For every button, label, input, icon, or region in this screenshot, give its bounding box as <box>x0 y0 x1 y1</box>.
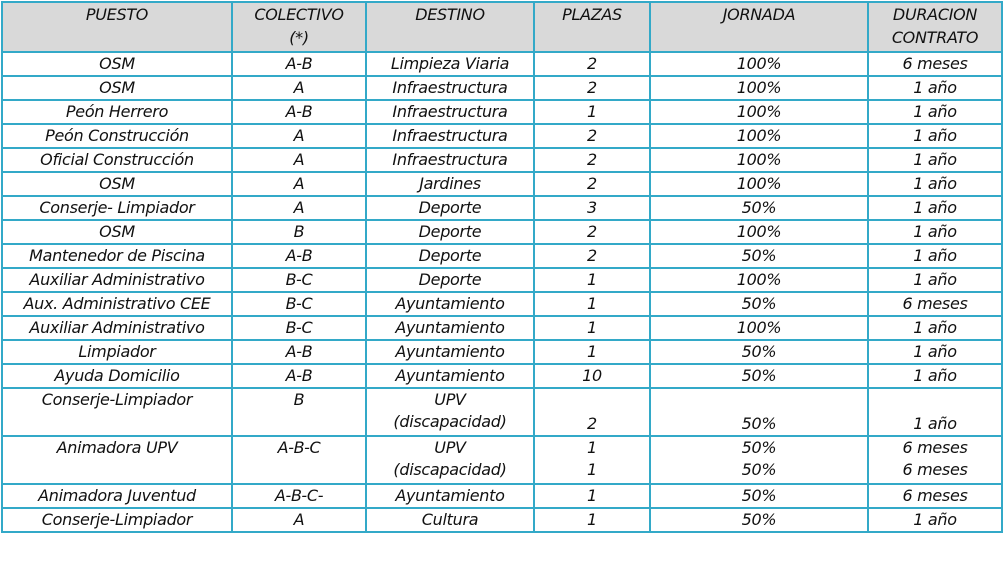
header-destino: DESTINO <box>366 2 534 52</box>
cell-plazas: 2 <box>534 76 650 100</box>
cell-plazas: 2 <box>534 172 650 196</box>
header-duracion <box>868 2 1002 52</box>
cell-colectivo: A <box>232 76 366 100</box>
cell-duracion: 1 año <box>868 364 1002 388</box>
cell-jornada: 100% <box>650 268 868 292</box>
cell-plazas: 1 <box>534 100 650 124</box>
cell-jornada: 100% <box>650 124 868 148</box>
table-row <box>2 364 1002 388</box>
cell-destino: Ayuntamiento <box>366 364 534 388</box>
cell-plazas: 2 <box>534 388 650 436</box>
cell-jornada: 50% <box>650 340 868 364</box>
positions-table <box>1 1 1003 533</box>
cell-destino: Limpieza Viaria <box>366 52 534 76</box>
cell-destino: Ayuntamiento <box>366 484 534 508</box>
table-row <box>2 268 1002 292</box>
cell-plazas: 1 <box>534 484 650 508</box>
cell-destino-line1: UPV <box>434 390 466 409</box>
cell-plazas: 2 <box>534 124 650 148</box>
cell-colectivo: B <box>232 220 366 244</box>
cell-destino: Ayuntamiento <box>366 340 534 364</box>
cell-puesto: OSM <box>2 220 232 244</box>
cell-colectivo: A-B <box>232 100 366 124</box>
cell-plazas: 1 <box>534 268 650 292</box>
header-puesto: PUESTO <box>2 2 232 52</box>
table-row <box>2 436 1002 484</box>
table-row <box>2 100 1002 124</box>
cell-plazas: 2 <box>534 148 650 172</box>
cell-puesto: Mantenedor de Piscina <box>2 244 232 268</box>
header-colectivo-note: (*) <box>289 28 309 47</box>
table-row <box>2 172 1002 196</box>
cell-destino: Ayuntamiento <box>366 292 534 316</box>
cell-destino-line2: (discapacidad) <box>393 412 507 431</box>
cell-jornada <box>650 436 868 484</box>
table-row <box>2 292 1002 316</box>
cell-colectivo: A <box>232 124 366 148</box>
cell-duracion <box>868 436 1002 484</box>
table-row <box>2 388 1002 436</box>
cell-duracion: 1 año <box>868 340 1002 364</box>
cell-puesto: Ayuda Domicilio <box>2 364 232 388</box>
cell-plazas: 3 <box>534 196 650 220</box>
cell-jornada: 50% <box>650 388 868 436</box>
cell-colectivo: A-B <box>232 364 366 388</box>
header-duracion-line2: CONTRATO <box>891 28 979 47</box>
cell-colectivo: B-C <box>232 316 366 340</box>
cell-plazas <box>534 436 650 484</box>
table-row <box>2 148 1002 172</box>
cell-puesto: Auxiliar Administrativo <box>2 316 232 340</box>
cell-destino: Cultura <box>366 508 534 532</box>
cell-duracion: 1 año <box>868 388 1002 436</box>
cell-duracion: 1 año <box>868 100 1002 124</box>
cell-destino: Deporte <box>366 220 534 244</box>
cell-colectivo: A <box>232 172 366 196</box>
cell-duracion: 1 año <box>868 268 1002 292</box>
cell-duracion: 1 año <box>868 148 1002 172</box>
cell-jornada: 50% <box>650 244 868 268</box>
cell-plazas: 1 <box>534 292 650 316</box>
cell-duracion: 1 año <box>868 124 1002 148</box>
cell-colectivo: A-B-C- <box>232 484 366 508</box>
header-colectivo-label: COLECTIVO <box>254 5 344 24</box>
cell-jornada: 100% <box>650 220 868 244</box>
cell-duracion: 1 año <box>868 508 1002 532</box>
cell-jornada: 50% <box>650 484 868 508</box>
cell-puesto: OSM <box>2 172 232 196</box>
cell-jornada: 100% <box>650 148 868 172</box>
cell-puesto: Aux. Administrativo CEE <box>2 292 232 316</box>
cell-jornada: 100% <box>650 316 868 340</box>
cell-duracion: 1 año <box>868 316 1002 340</box>
cell-puesto: Conserje-Limpiador <box>2 508 232 532</box>
cell-colectivo: A-B <box>232 244 366 268</box>
cell-colectivo: A-B <box>232 52 366 76</box>
cell-plazas: 2 <box>534 220 650 244</box>
cell-destino: Infraestructura <box>366 76 534 100</box>
cell-colectivo: B-C <box>232 268 366 292</box>
cell-jornada: 100% <box>650 100 868 124</box>
cell-plazas: 1 <box>534 508 650 532</box>
table-body <box>2 52 1002 532</box>
cell-duracion-line1: 6 meses <box>902 438 968 457</box>
table-row <box>2 220 1002 244</box>
cell-colectivo: A <box>232 196 366 220</box>
cell-puesto: Animadora Juventud <box>2 484 232 508</box>
cell-puesto: OSM <box>2 52 232 76</box>
cell-destino-line2: (discapacidad) <box>393 460 507 479</box>
table-row <box>2 340 1002 364</box>
cell-plazas: 1 <box>534 340 650 364</box>
cell-destino <box>366 388 534 436</box>
cell-destino-line1: UPV <box>434 438 466 457</box>
cell-plazas-line2: 1 <box>587 460 597 479</box>
cell-puesto: Limpiador <box>2 340 232 364</box>
cell-jornada: 50% <box>650 508 868 532</box>
table-row <box>2 196 1002 220</box>
cell-destino: Infraestructura <box>366 100 534 124</box>
cell-duracion: 1 año <box>868 220 1002 244</box>
cell-jornada-line1: 50% <box>741 438 777 457</box>
cell-destino: Deporte <box>366 196 534 220</box>
cell-duracion-line2: 6 meses <box>902 460 968 479</box>
cell-puesto: Conserje- Limpiador <box>2 196 232 220</box>
cell-puesto: Animadora UPV <box>2 436 232 484</box>
cell-colectivo: A <box>232 508 366 532</box>
header-plazas: PLAZAS <box>534 2 650 52</box>
header-duracion-line1: DURACION <box>892 5 978 24</box>
cell-destino: Jardines <box>366 172 534 196</box>
cell-jornada: 50% <box>650 292 868 316</box>
table-row <box>2 76 1002 100</box>
cell-plazas-line1: 1 <box>587 438 597 457</box>
cell-colectivo: B <box>232 388 366 436</box>
cell-duracion: 1 año <box>868 76 1002 100</box>
cell-colectivo: A-B <box>232 340 366 364</box>
cell-puesto: Oficial Construcción <box>2 148 232 172</box>
table-row <box>2 52 1002 76</box>
cell-puesto: Auxiliar Administrativo <box>2 268 232 292</box>
table-row <box>2 124 1002 148</box>
cell-jornada-line2: 50% <box>741 460 777 479</box>
cell-colectivo: B-C <box>232 292 366 316</box>
cell-puesto: Peón Construcción <box>2 124 232 148</box>
cell-destino: Infraestructura <box>366 124 534 148</box>
table-row <box>2 484 1002 508</box>
cell-plazas: 10 <box>534 364 650 388</box>
cell-colectivo: A-B-C <box>232 436 366 484</box>
cell-jornada: 100% <box>650 76 868 100</box>
cell-plazas: 2 <box>534 52 650 76</box>
cell-puesto: Peón Herrero <box>2 100 232 124</box>
header-colectivo <box>232 2 366 52</box>
cell-jornada: 50% <box>650 364 868 388</box>
cell-destino: Deporte <box>366 268 534 292</box>
cell-jornada: 100% <box>650 172 868 196</box>
cell-plazas: 2 <box>534 244 650 268</box>
cell-destino <box>366 436 534 484</box>
cell-jornada: 100% <box>650 52 868 76</box>
cell-plazas: 1 <box>534 316 650 340</box>
cell-duracion: 6 meses <box>868 484 1002 508</box>
cell-puesto: Conserje-Limpiador <box>2 388 232 436</box>
table-row <box>2 244 1002 268</box>
cell-destino: Deporte <box>366 244 534 268</box>
cell-duracion: 6 meses <box>868 292 1002 316</box>
header-row <box>2 2 1002 52</box>
cell-duracion: 1 año <box>868 172 1002 196</box>
header-jornada: JORNADA <box>650 2 868 52</box>
cell-destino: Infraestructura <box>366 148 534 172</box>
cell-colectivo: A <box>232 148 366 172</box>
cell-puesto: OSM <box>2 76 232 100</box>
table-row <box>2 508 1002 532</box>
table-row <box>2 316 1002 340</box>
cell-duracion: 6 meses <box>868 52 1002 76</box>
cell-duracion: 1 año <box>868 196 1002 220</box>
cell-duracion: 1 año <box>868 244 1002 268</box>
cell-destino: Ayuntamiento <box>366 316 534 340</box>
cell-jornada: 50% <box>650 196 868 220</box>
